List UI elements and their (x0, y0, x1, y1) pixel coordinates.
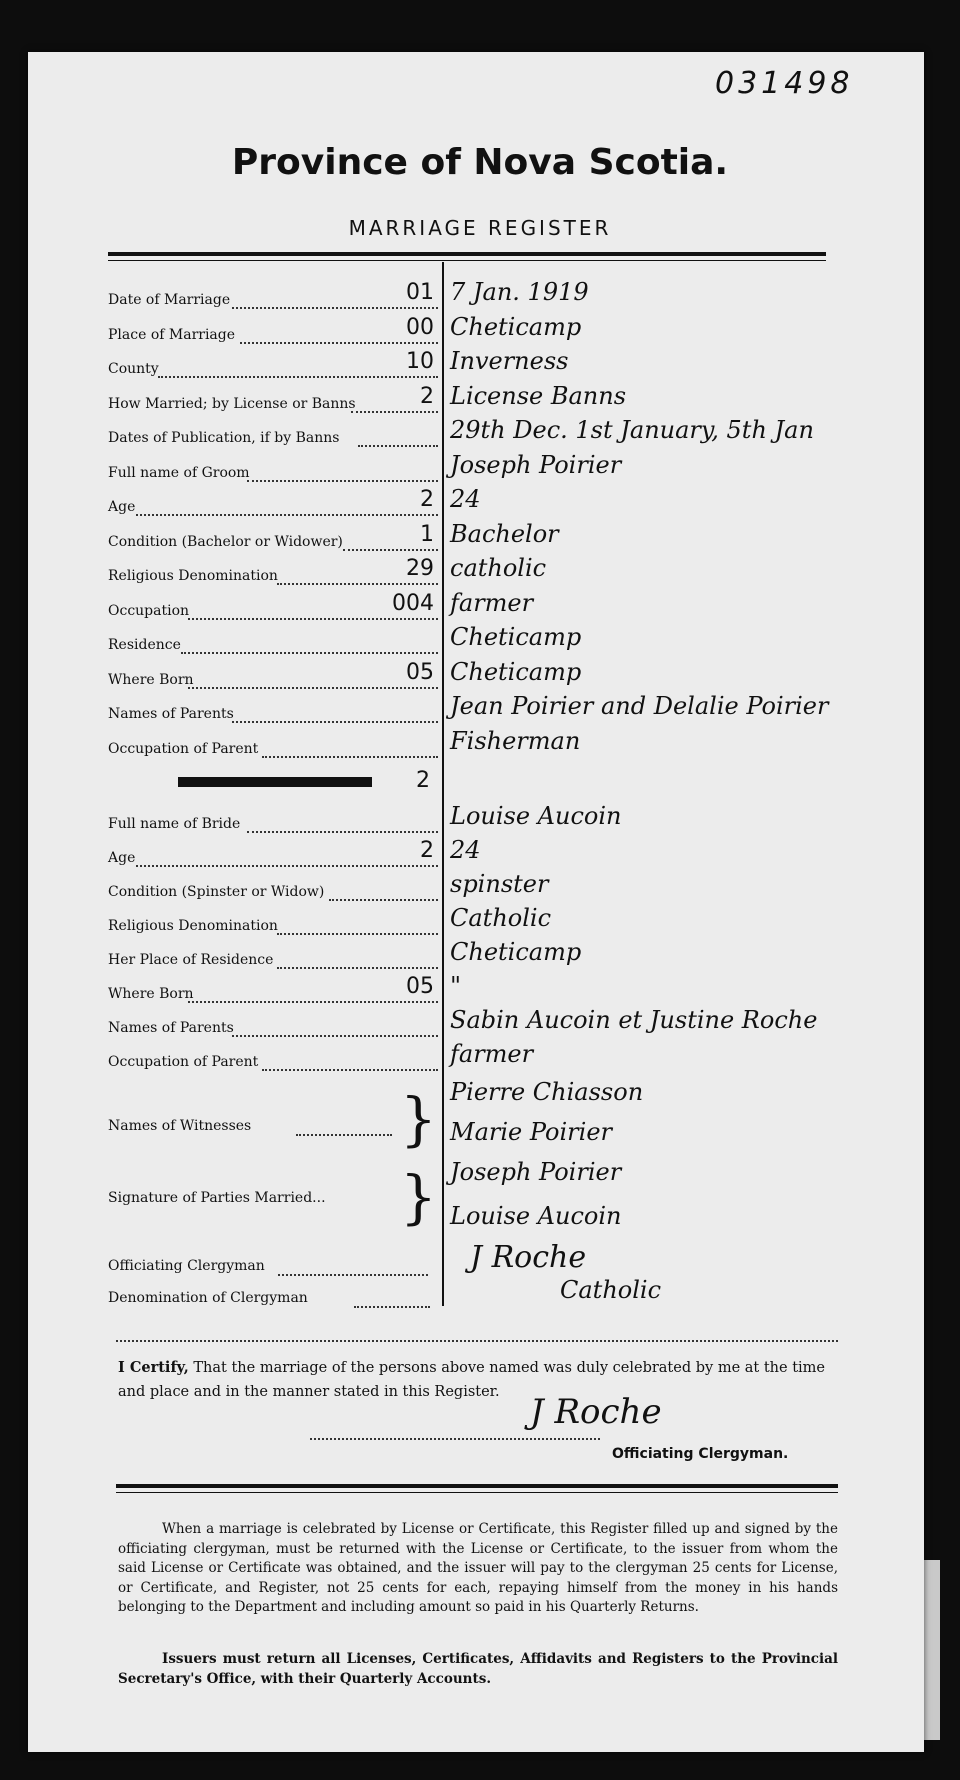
bride_section-label: Age (108, 850, 136, 866)
groom_section-label: Dates of Publication, if by Banns (108, 430, 340, 446)
groom_section-label: Residence (108, 637, 181, 653)
groom_section-dotted-leader (240, 342, 438, 344)
bride_section-label: Condition (Spinster or Widow) (108, 884, 325, 900)
signatures-brace: } (400, 1163, 437, 1231)
officiating-clergyman-value: J Roche (470, 1240, 587, 1275)
groom_section-dotted-leader (351, 411, 438, 413)
groom_section-dotted-leader (181, 652, 438, 654)
bride_section-dotted-leader (277, 967, 438, 969)
groom_section-dotted-leader (358, 445, 438, 447)
groom_section-label: Date of Marriage (108, 292, 231, 308)
signatures-label: Signature of Parties Married... (108, 1190, 326, 1206)
groom_section-value: 24 (450, 485, 481, 513)
groom_section-dotted-leader (232, 307, 438, 309)
groom_section-dotted-leader (247, 480, 438, 482)
bride_section-code: 05 (406, 974, 434, 999)
groom_section-dotted-leader (343, 549, 438, 551)
notice-rule-thin (116, 1492, 838, 1493)
bride_section-dotted-leader (232, 1035, 438, 1037)
reference-number: 031498 (715, 66, 854, 101)
groom_section-code: 1 (420, 521, 434, 547)
bride_section-label: Religious Denomination (108, 918, 278, 934)
certify-lead: I Certify, (118, 1359, 189, 1376)
groom_section-label: Occupation of Parent (108, 740, 259, 757)
bride_section-label: Her Place of Residence (108, 952, 274, 968)
groom_section-dotted-leader (188, 687, 438, 689)
bride_section-label: Names of Parents (108, 1020, 234, 1036)
groom_section-value: Inverness (450, 347, 569, 375)
groom_section-label: How Married; by License or Banns (108, 395, 356, 412)
groom_section-value: License Banns (450, 381, 627, 410)
notice-paragraph: When a marriage is celebrated by License or Certificate, this Register filled up and signed by the officiating clergyman, must be returned with the License or Certificate, to the issuer from whom the said License or Certificate was obtained, and the issuer will pay to the clergyman 25 cents for License, or Certificate, and Register, not 25 cents for each, repaying himself from the money in his hands belonging to the Department and including amount so paid in his Quarterly Returns. (118, 1521, 838, 1616)
groom_section-value: Joseph Poirier (450, 450, 622, 479)
groom_section-value: farmer (450, 588, 534, 617)
groom_section-dotted-leader (277, 583, 438, 585)
groom_section-label: Condition (Bachelor or Widower) (108, 533, 343, 550)
column-divider (442, 262, 444, 1306)
groom_section-label: Full name of Groom (108, 464, 250, 481)
certify-signature-dots (310, 1438, 600, 1440)
bride_section-value: " (450, 972, 462, 1000)
bride_section-label: Full name of Bride (108, 816, 241, 832)
groom_section-value: catholic (450, 554, 547, 582)
groom_section-label: Place of Marriage (108, 326, 236, 343)
certification-text (118, 1356, 838, 1405)
officiating-clergyman-label: Officiating Clergyman (108, 1258, 265, 1274)
bride_section-value: Catholic (450, 904, 552, 932)
groom_section-dotted-leader (262, 756, 438, 758)
witnesses-dots (296, 1134, 392, 1136)
groom_section-value: Cheticamp (450, 657, 582, 686)
notice-rule-thick (116, 1484, 838, 1488)
groom_section-code: 2 (420, 383, 434, 409)
groom_section-value: Cheticamp (450, 623, 582, 651)
groom_section-value: 7 Jan. 1919 (450, 278, 589, 306)
groom_section-code: 00 (406, 314, 434, 340)
section-divider-bar (178, 777, 372, 787)
groom_section-code: 2 (420, 487, 434, 512)
groom_section-code: 29 (406, 556, 434, 581)
bride_section-dotted-leader (262, 1069, 438, 1071)
notice-issuers: Issuers must return all Licenses, Certificates, Affidavits and Registers to the Provincial Secretary's Office, with their Quarterly Accounts. (118, 1651, 838, 1687)
groom_section-label: Where Born (108, 671, 194, 688)
clergy-denomination-value: Catholic (560, 1276, 662, 1304)
groom_section-value: Bachelor (450, 519, 559, 548)
certify-signature: J Roche (530, 1392, 662, 1432)
bride_section-value: spinster (450, 870, 549, 898)
groom_section-code: 10 (406, 349, 434, 374)
bride_section-value: Louise Aucoin (450, 802, 622, 830)
witnesses-label: Names of Witnesses (108, 1118, 252, 1134)
certify-body: That the marriage of the persons above named was duly celebrated by me at the time and place and in the manner stated in this Register. (118, 1360, 825, 1400)
witness-1: Pierre Chiasson (450, 1078, 644, 1106)
bride_section-dotted-leader (247, 831, 438, 833)
groom_section-label: Religious Denomination (108, 568, 278, 584)
header-rule-thin (108, 260, 826, 261)
groom_section-label: Names of Parents (108, 706, 234, 722)
signature-bride: Louise Aucoin (450, 1202, 622, 1230)
bride-section-code: 2 (416, 768, 430, 793)
groom_section-value: Jean Poirier and Delalie Poirier (450, 692, 829, 720)
bride_section-label: Where Born (108, 986, 194, 1002)
bride_section-dotted-leader (329, 899, 438, 901)
bride_section-value: Sabin Aucoin et Justine Roche (450, 1006, 818, 1034)
certify-rule (116, 1340, 838, 1342)
witness-2: Marie Poirier (450, 1118, 612, 1146)
certify-caption: Officiating Clergyman. (612, 1446, 789, 1462)
bride_section-dotted-leader (277, 933, 438, 935)
signature-groom: Joseph Poirier (450, 1158, 622, 1186)
bride_section-dotted-leader (188, 1001, 438, 1003)
groom_section-dotted-leader (188, 618, 438, 620)
clergy-denomination-label: Denomination of Clergyman (108, 1290, 308, 1306)
bride_section-dotted-leader (136, 865, 438, 867)
page-title: Province of Nova Scotia. (231, 142, 729, 183)
groom_section-dotted-leader (136, 514, 438, 516)
clergy-denomination-dots (354, 1306, 430, 1308)
groom_section-code: 05 (406, 659, 434, 685)
form-subtitle: MARRIAGE REGISTER (348, 216, 612, 240)
bride_section-label: Occupation of Parent (108, 1054, 259, 1070)
bride_section-value: 24 (450, 836, 481, 864)
witnesses-brace: } (400, 1085, 437, 1153)
officiating-clergyman-dots (278, 1274, 428, 1276)
bride_section-code: 2 (420, 838, 434, 863)
groom_section-value: Cheticamp (450, 312, 582, 341)
groom_section-code: 004 (392, 590, 434, 616)
groom_section-label: Occupation (108, 602, 190, 619)
header-rule-thick (108, 252, 826, 256)
groom_section-code: 01 (406, 280, 434, 305)
groom_section-dotted-leader (232, 721, 438, 723)
bride_section-value: Cheticamp (450, 938, 582, 966)
groom_section-dotted-leader (158, 376, 438, 378)
groom_section-label: Age (108, 499, 136, 515)
groom_section-label: County (108, 361, 159, 377)
groom_section-value: 29th Dec. 1st January, 5th Jan (450, 416, 814, 444)
bride_section-value: farmer (450, 1040, 534, 1068)
groom_section-value: Fisherman (450, 726, 581, 755)
